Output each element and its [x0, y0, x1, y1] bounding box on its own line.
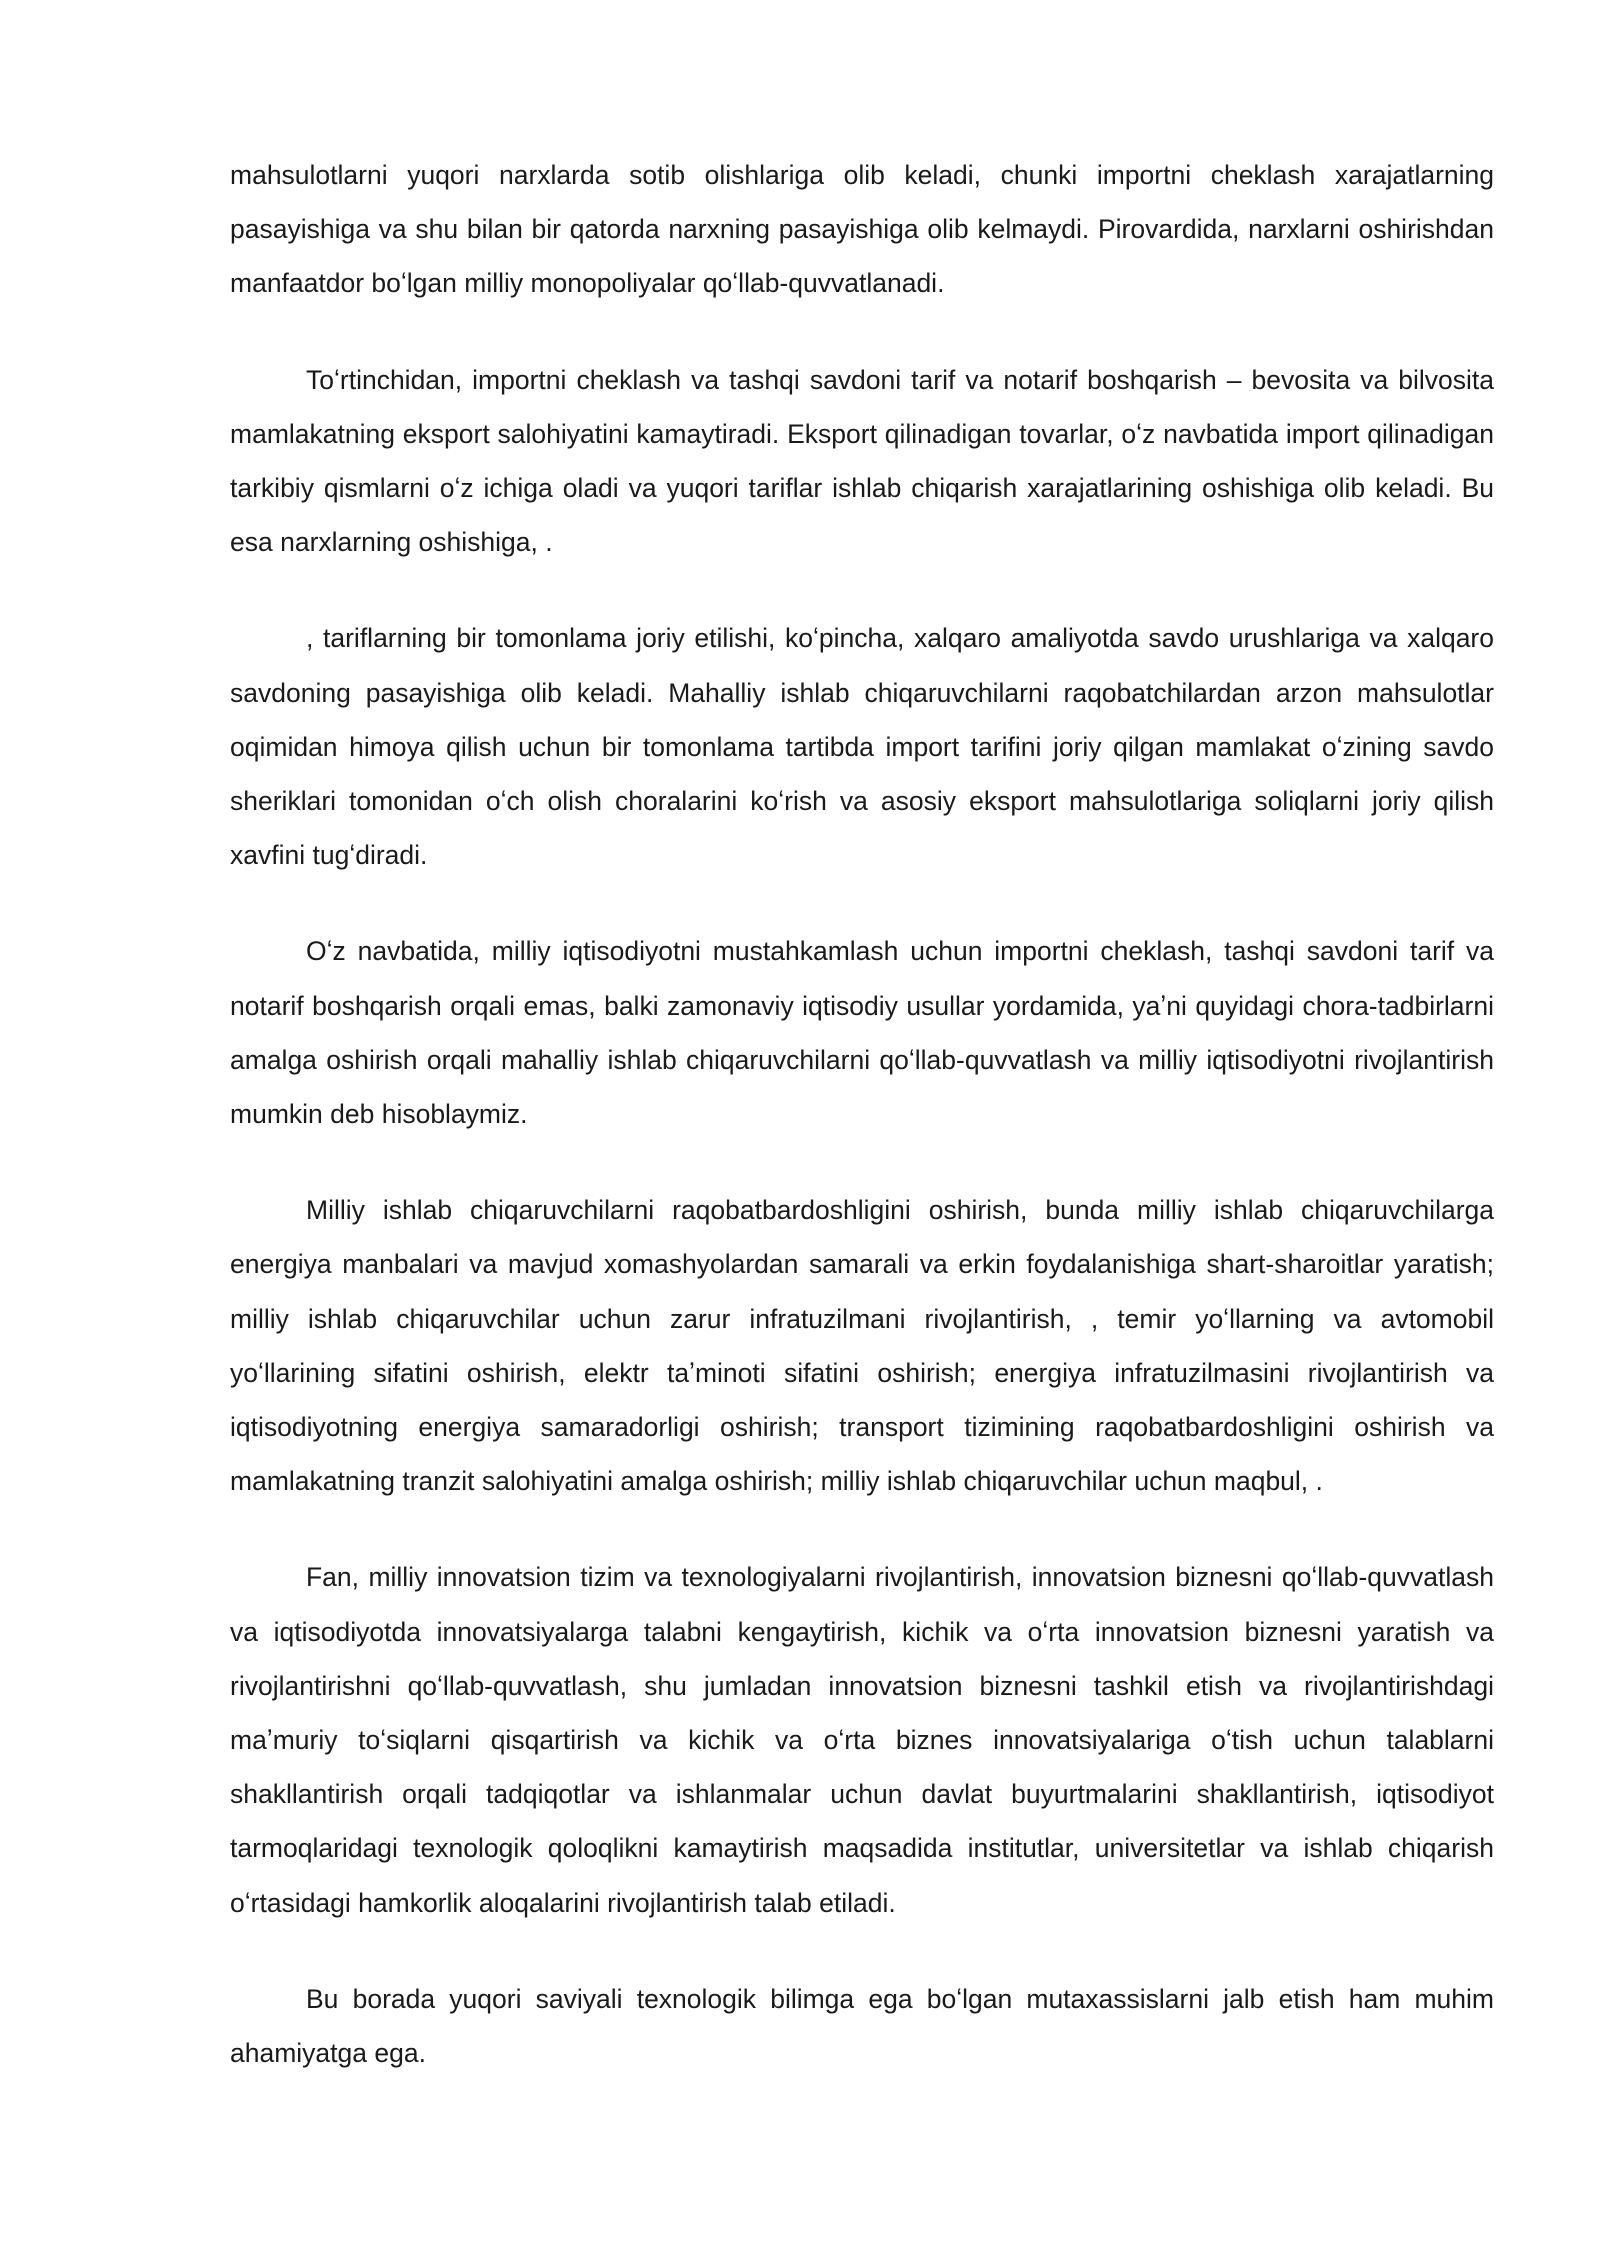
document-body [230, 148, 1494, 2122]
paragraph-6: Fan, milliy innovatsion tizim va texnologiyalarni rivojlantirish, innovatsion biznesni qoʻllab-quvvatlash va iqtisodiyotda innovatsiyalarga talabni kengaytirish, kichik va oʻrta innovatsion biznesni yaratish va rivojlantirishni qoʻllab-quvvatlash, shu jumladan innovatsion biznesni tashkil etish va rivojlantirishdagi maʼmuriy toʻsiqlarni qisqartirish va kichik va oʻrta biznes innovatsiyalariga oʻtish uchun talablarni shakllantirish orqali tadqiqotlar va ishlanmalar uchun davlat buyurtmalarini shakllantirish, iqtisodiyot tarmoqlaridagi texnologik qoloqlikni kamaytirish maqsadida institutlar, universitetlar va ishlab chiqarish oʻrtasidagi hamkorlik aloqalarini rivojlantirish talab etiladi. [230, 1562, 1494, 1918]
paragraph-2: Toʻrtinchidan, importni cheklash va tashqi savdoni tarif va notarif boshqarish – bevosita va bilvosita mamlakatning eksport salohiyatini kamaytiradi. Eksport qilinadigan tovarlar, oʻz navbatida import qilinadigan tarkibiy qismlarni oʻz ichiga oladi va yuqori tariflar ishlab chiqarish xarajatlarining oshishiga olib keladi. Bu esa narxlarning oshishiga, . [230, 364, 1494, 558]
paragraph-7: Bu borada yuqori saviyali texnologik bilimga ega boʻlgan mutaxassislarni jalb etish ham muhim ahamiyatga ega. [230, 1983, 1494, 2069]
paragraph-3: , tariflarning bir tomonlama joriy etilishi, koʻpincha, xalqaro amaliyotda savdo urushlariga va xalqaro savdoning pasayishiga olib keladi. Mahalliy ishlab chiqaruvchilarni raqobatchilardan arzon mahsulotlar oqimidan himoya qilish uchun bir tomonlama tartibda import tarifini joriy qilgan mamlakat oʻzining savdo sheriklari tomonidan oʻch olish choralarini koʻrish va asosiy eksport mahsulotlariga soliqlarni joriy qilish xavfini tugʻdiradi. [230, 623, 1494, 871]
paragraph-5: Milliy ishlab chiqaruvchilarni raqobatbardoshligini oshirish, bunda milliy ishlab chiqaruvchilarga energiya manbalari va mavjud xomashyolardan samarali va erkin foydalanishiga shart-sharoitlar yaratish; milliy ishlab chiqaruvchilar uchun zarur infratuzilmani rivojlantirish, , temir yoʻllarning va avtomobil yoʻllarining sifatini oshirish, elektr taʼminoti sifatini oshirish; energiya infratuzilmasini rivojlantirish va iqtisodiyotning energiya samaradorligi oshirish; transport tizimining raqobatbardoshligini oshirish va mamlakatning tranzit salohiyatini amalga oshirish; milliy ishlab chiqaruvchilar uchun maqbul, . [230, 1195, 1494, 1497]
paragraph-4: Oʻz navbatida, milliy iqtisodiyotni mustahkamlash uchun importni cheklash, tashqi savdoni tarif va notarif boshqarish orqali emas, balki zamonaviy iqtisodiy usullar yordamida, yaʼni quyidagi chora-tadbirlarni amalga oshirish orqali mahalliy ishlab chiqaruvchilarni qoʻllab-quvvatlash va milliy iqtisodiyotni rivojlantirish mumkin deb hisoblaymiz. [230, 936, 1494, 1130]
paragraph-1: mahsulotlarni yuqori narxlarda sotib olishlariga olib keladi, chunki importni cheklash xarajatlarning pasayishiga va shu bilan bir qatorda narxning pasayishiga olib kelmaydi. Pirovardida, narxlarni oshirishdan manfaatdor boʻlgan milliy monopoliyalar qoʻllab-quvvatlanadi. [230, 160, 1494, 299]
